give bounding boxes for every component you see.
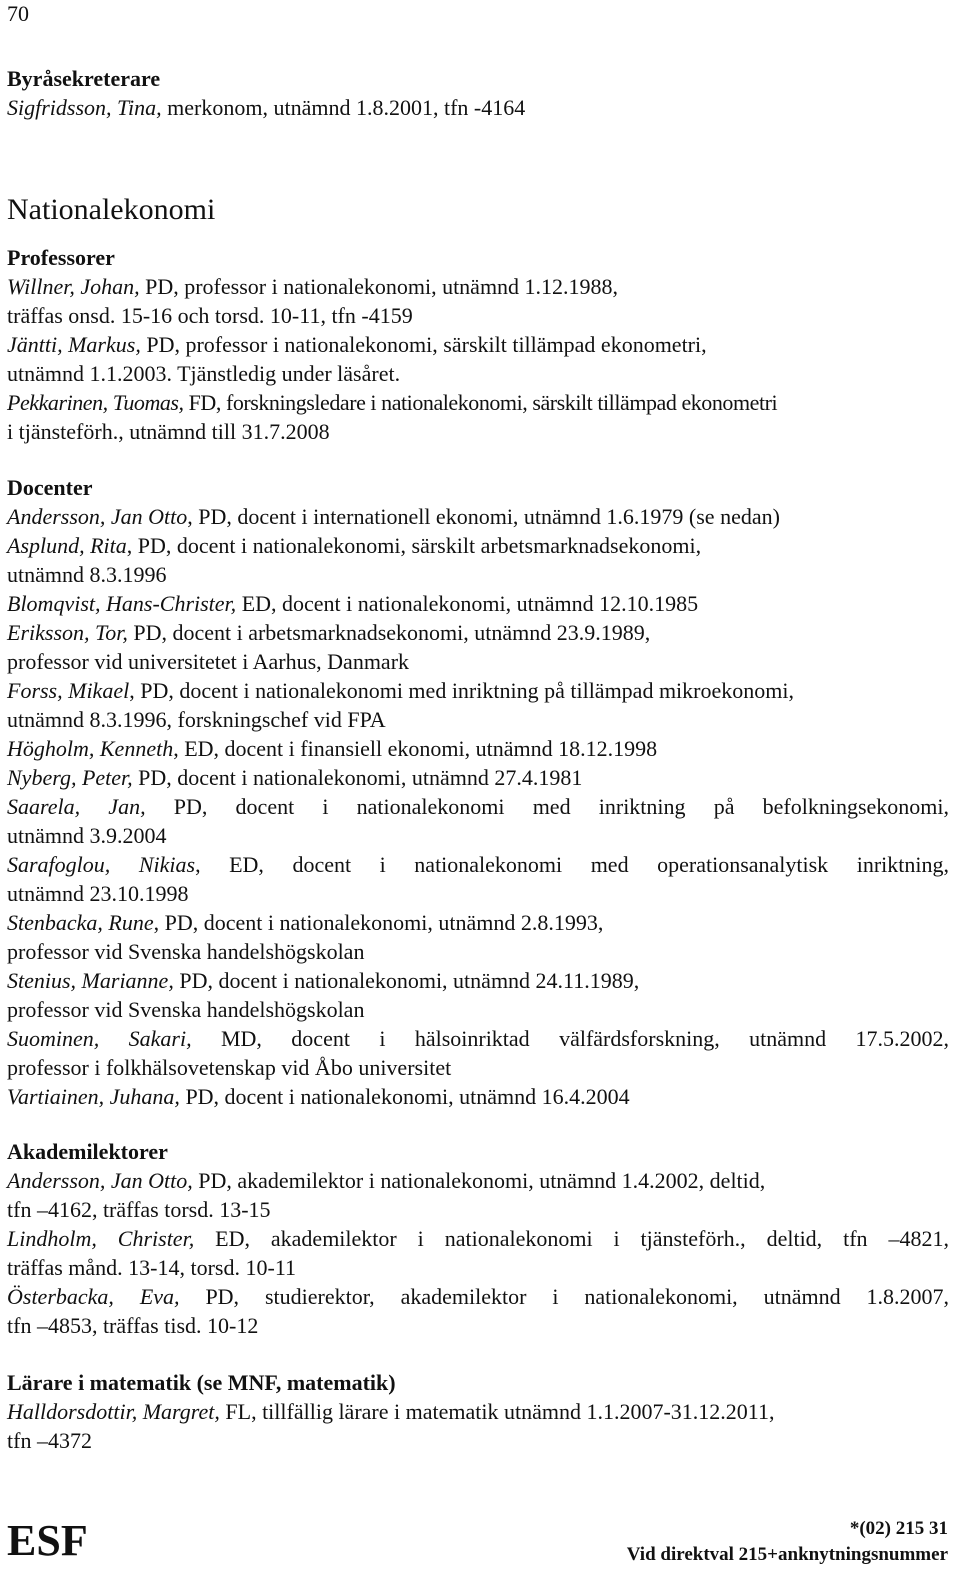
entry-eriksson [7,618,949,676]
entry-text: FL, tillfällig lärare i matematik utnämnd 1.1.2007-31.12.2011, [219,1399,775,1424]
entry-osterbacka [7,1282,949,1340]
entry-text: tfn –4853, träffas tisd. 10-12 [7,1313,259,1338]
entry-name: Andersson, Jan Otto, [7,1168,193,1193]
entry-text: , PD, docent i nationalekonomi, särskilt arbetsmarknadsekonomi, [126,533,702,558]
section-matematik [7,1368,949,1455]
entry-pekkarinen [7,388,949,446]
entry-jantti [7,330,949,388]
entry-text: professor vid Svenska handelshögskolan [7,997,365,1022]
entry-text: professor vid universitetet i Aarhus, Danmark [7,649,410,674]
footer-phone: *(02) 215 31 [849,1518,948,1539]
footer-faculty-code: ESF [7,1516,88,1565]
entry-text: , PD, docent i internationell ekonomi, utnämnd 1.6.1979 (se nedan) [187,504,780,529]
entry-text: utnämnd 1.1.2003. Tjänstledig under läsåret. [7,361,401,386]
entry-name: Vartiainen, Juhana, [7,1084,180,1109]
heading-matematik: Lärare i matematik (se MNF, matematik) [7,1370,396,1395]
entry-name: Willner, Johan, [7,274,140,299]
entry-name: Forss, Mikael [7,678,130,703]
entry-name: Högholm, Kenneth [7,736,174,761]
entry-name: Sarafoglou, Nikias [7,852,196,877]
entry-nyberg [7,763,949,792]
entry-asplund [7,531,949,589]
entry-text: PD, docent i nationalekonomi, utnämnd 16.4.2004 [179,1084,630,1109]
entry-text: PD, studierektor, akademilektor i nationalekonomi, utnämnd 1.8.2007, [179,1284,949,1309]
entry-text: PD, docent i nationalekonomi med inriktning på befolkningsekonomi, [145,794,950,819]
entry-lindholm [7,1224,949,1282]
entry-halldorsdottir [7,1397,949,1455]
entry-text: merkonom, utnämnd 1.8.2001, tfn -4164 [161,95,526,120]
entry-text: tfn –4372 [7,1428,92,1453]
entry-name: Jäntti, Markus, [7,332,141,357]
section-title: Nationalekonomi [7,193,216,226]
entry-text: professor vid Svenska handelshögskolan [7,939,365,964]
entry-name: Nyberg, Peter, [7,765,133,790]
heading-professorer: Professorer [7,245,115,270]
entry-text: PD, professor i nationalekonomi, särskilt tillämpad ekonometri, [140,332,707,357]
entry-andersson-lektor [7,1166,949,1224]
entry-name: Pekkarinen, Tuomas, [7,390,184,415]
entry-text: PD, professor i nationalekonomi, utnämnd 1.12.1988, [139,274,619,299]
entry-text: i tjänsteförh., utnämnd till 31.7.2008 [7,419,330,444]
entry-blomqvist [7,589,949,618]
entry-name: Saarela, Jan, [7,794,146,819]
entry-sigfridsson [7,93,949,122]
entry-text: , PD, docent i nationalekonomi, utnämnd 2.8.1993, [153,910,604,935]
entry-text: träffas onsd. 15-16 och torsd. 10-11, tfn -4159 [7,303,413,328]
entry-text: MD, docent i hälsoinriktad välfärdsforskning, utnämnd 17.5.2002, [191,1026,949,1051]
footer-contact [627,1516,948,1568]
entry-text: , ED, docent i nationalekonomi med operationsanalytisk inriktning, [195,852,949,877]
entry-text: PD, docent i arbetsmarknadsekonomi, utnämnd 23.9.1989, [127,620,651,645]
section-professorer [7,243,949,446]
entry-text: FD, forskningsledare i nationalekonomi, särskilt tillämpad ekonometri [183,390,778,415]
entry-forss [7,676,949,734]
entry-text: ED, docent i nationalekonomi, utnämnd 12.10.1985 [236,591,699,616]
entry-text: tfn –4162, träffas torsd. 13-15 [7,1197,271,1222]
entry-name: Suominen, Sakari, [7,1026,192,1051]
entry-text: , ED, docent i finansiell ekonomi, utnämnd 18.12.1998 [173,736,658,761]
entry-vartiainen [7,1082,949,1111]
entry-name: Lindholm, Christer, [7,1226,195,1251]
entry-name: Stenius, Marianne, [7,968,174,993]
entry-text: PD, akademilektor i nationalekonomi, utnämnd 1.4.2002, deltid, [192,1168,766,1193]
entry-saarela [7,792,949,850]
entry-sarafoglou [7,850,949,908]
entry-willner [7,272,949,330]
entry-name: Sigfridsson, Tina, [7,95,162,120]
entry-text: PD, docent i nationalekonomi, utnämnd 24.11.1989, [173,968,640,993]
entry-text: träffas månd. 13-14, torsd. 10-11 [7,1255,296,1280]
entry-text: ED, akademilektor i nationalekonomi i tjänsteförh., deltid, tfn –4821, [194,1226,949,1251]
entry-hogholm [7,734,949,763]
entry-suominen [7,1024,949,1082]
page-number: 70 [7,1,29,26]
entry-name: Stenbacka, Rune [7,910,154,935]
entry-text: utnämnd 23.10.1998 [7,881,189,906]
section-docenter [7,473,949,1111]
heading-byrasekreterare: Byråsekreterare [7,66,161,91]
entry-text: utnämnd 3.9.2004 [7,823,167,848]
entry-name: Andersson, Jan Otto [7,504,188,529]
entry-name: Eriksson, Tor, [7,620,128,645]
footer-note: Vid direktval 215+anknytningsnummer [626,1544,948,1565]
entry-text: professor i folkhälsovetenskap vid Åbo universitet [7,1055,452,1080]
entry-text: , PD, docent i nationalekonomi med inriktning på tillämpad mikroekonomi, [129,678,794,703]
entry-andersson [7,502,949,531]
entry-text: utnämnd 8.3.1996 [7,562,167,587]
entry-name: Asplund, Rita [7,533,127,558]
section-akademilektorer [7,1137,949,1340]
heading-docenter: Docenter [7,475,93,500]
entry-text: PD, docent i nationalekonomi, utnämnd 27.4.1981 [132,765,583,790]
entry-name: Blomqvist, Hans-Christer, [7,591,237,616]
entry-text: utnämnd 8.3.1996, forskningschef vid FPA [7,707,386,732]
entry-name: Halldorsdottir, Margret, [7,1399,220,1424]
heading-akademilektorer: Akademilektorer [7,1139,168,1164]
section-byrasekreterare [7,64,949,122]
entry-stenbacka [7,908,949,966]
entry-name: Österbacka, Eva, [7,1284,180,1309]
entry-stenius [7,966,949,1024]
